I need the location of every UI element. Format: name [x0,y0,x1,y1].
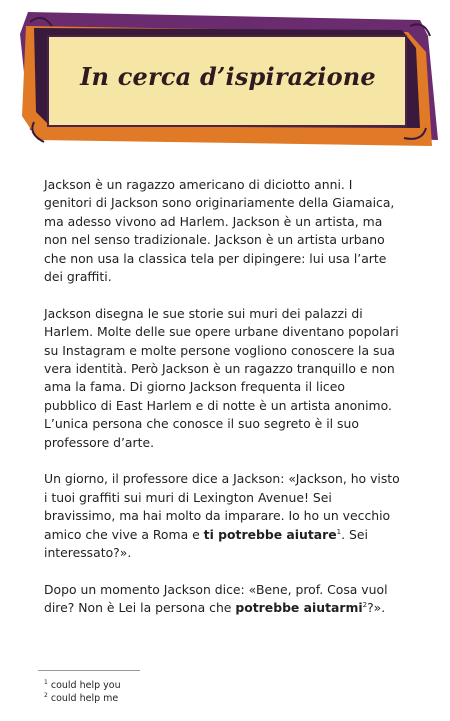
footnote-1 [44,680,121,693]
page-title: In cerca d’ispirazione [80,62,376,91]
paragraph-3 [44,470,400,562]
footnote-divider [38,670,140,671]
bold-phrase-1: ti potrebbe aiutare [203,526,337,542]
story-text [44,176,400,636]
paragraph-1: Jackson è un ragazzo americano di diciotto anni. I genitori di Jackson sono originariamente della Giamaica, ma adesso vivono ad Harlem. Jackson è un artista, ma non nel senso tradizionale. Jackson è un artista urbano che non usa la classica tela per dipingere: lui usa l’arte dei graffiti. [44,177,395,285]
footnotes [44,680,121,705]
paragraph-2: Jackson disegna le sue storie sui muri dei palazzi di Harlem. Molte delle sue opere urbane diventano popolari su Instagram e molte persone vogliono conoscere la sua vera identità. Però Jackson è un ragazzo tranquillo e non ama la fama. Di giorno Jackson frequenta il liceo pubblico di East Harlem e di notte è un artista anonimo. L’unica persona che conosce il suo segreto è il suo professore d’arte. [44,305,399,450]
paragraph-4-text: Dopo un momento Jackson dice: «Bene, prof. Cosa vuol dire? Non è Lei la persona che [44,581,388,616]
paragraph-4-end: ?». [367,600,386,616]
footnote-ref-1: 1 [336,527,342,536]
footnote-mark-1: 1 [44,678,48,686]
title-banner [0,0,450,160]
footnote-ref-2: 2 [362,601,368,610]
paragraph-3-end: . Sei interessato?». [44,526,368,561]
footnote-2 [44,693,121,706]
footnote-mark-2: 2 [44,691,48,699]
paragraph-3-text: Un giorno, il professore dice a Jackson: «Jackson, ho visto i tuoi graffiti sui muri di Lexington Avenue! Sei bravissimo, ma hai molto da imparare. Io ho un vecchio amico che vive a Roma e [44,471,400,542]
paragraph-4 [44,581,400,618]
footnote-text-1: could help you [50,680,121,691]
footnote-text-2: could help me [50,692,119,704]
bold-phrase-2: potrebbe aiutarmi [235,600,363,616]
